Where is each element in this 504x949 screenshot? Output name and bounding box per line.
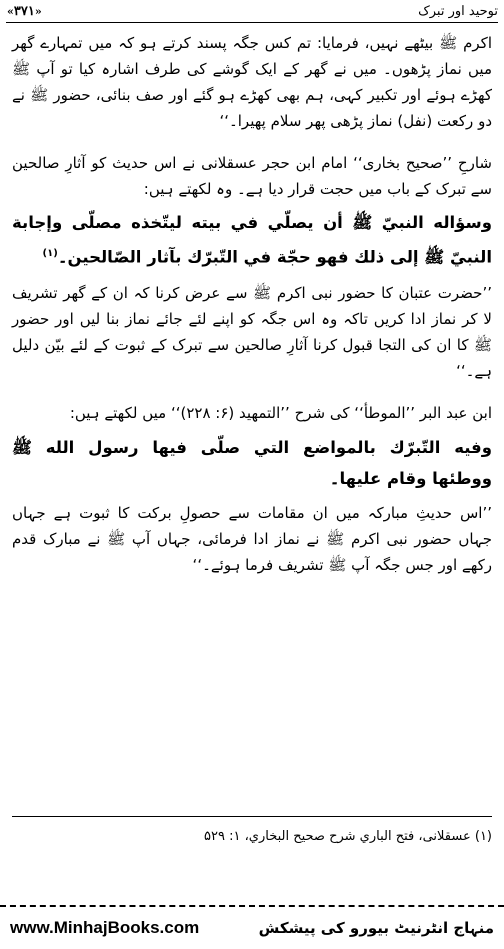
running-title: توحید اور تبرک — [418, 3, 498, 19]
paragraph-tamhid-translation: ’’اس حدیثِ مبارکہ میں ان مقامات سے حصولِ برکت کا ثبوت ہے جہاں جہاں حضور نبی اکرم ﷺ نے نماز ادا فرمائی، جہاں آپ ﷺ نے مبارک قدم رکھے اور جس جگہ آپ ﷺ تشریف فرما ہوئے۔‘‘ — [12, 504, 492, 574]
paragraph-ibn-hajar-intro: شارحِ ’’صحیح بخاری‘‘ امام ابن حجر عسقلانی نے اس حدیث کو آثارِ صالحین سے تبرک کے باب میں حجت قرار دیا ہے۔ وہ لکھتے ہیں: — [12, 154, 492, 198]
header-rule — [6, 22, 498, 23]
presenter-credit: منہاج انٹرنیٹ بیورو کی پیشکش — [258, 919, 494, 937]
footer-rule — [0, 905, 504, 907]
footnote-ref: (۱) — [42, 248, 58, 259]
paragraph-ibn-abdulbarr-intro: ابن عبد البر ’’الموطأ‘‘ کی شرح ’’التمهيد (۶: ۲۲۸)‘‘ میں لکھتے ہیں: — [69, 404, 492, 422]
page-footer — [0, 912, 504, 944]
footnote: (۱) عسقلانی، فتح الباري شرح صحيح البخاري، ۱: ۵۲۹ — [204, 829, 492, 844]
paragraph-hadith-translation-end: اکرم ﷺ بیٹھے نہیں، فرمایا: تم کس جگہ پسند کرتے ہو کہ میں تمہارے گھر میں نماز پڑھوں۔ میں نے گھر کے ایک گوشے کی طرف اشارہ کیا تو آپ ﷺ کھڑے ہوئے اور تکبیر کہی، ہم بھی کھڑے ہو گئے اور صف بنائی، حضور ﷺ نے دو رکعت (نفل) نماز پڑھی پھر سلام پھیرا۔‘‘ — [12, 34, 492, 130]
website-link[interactable]: www.MinhajBooks.com — [10, 918, 200, 937]
arabic-quote-tamhid: وفيه التّبرّك بالمواضع التي صلّى فيها رسول الله ﷺ ووطئها وقام عليها۔ — [12, 438, 492, 488]
arabic-quote-text: وسؤاله النبيّ ﷺ أن يصلّي في بيته ليتّخذه مصلّى وإجابة النبيّ ﷺ إلى ذلك فهو حجّة في التّبرّك بآثار الصّالحين۔ — [12, 213, 492, 267]
page-header — [0, 0, 504, 22]
arabic-quote-ibn-hajar — [12, 207, 492, 273]
page-number: « ۳۷۱ » — [6, 4, 43, 19]
footnote-rule — [12, 816, 492, 817]
paragraph-ibn-hajar-translation: ’’حضرت عتبان کا حضور نبی اکرم ﷺ سے عرض کرنا کہ ان کے گھر تشریف لا کر نماز ادا کریں تاکہ وہ اس جگہ کو اپنے لئے جائے نماز بنا لیں اور حضور ﷺ کا ان کی التجا قبول کرنا آثارِ صالحین سے تبرک کے ثبوت کے لئے بیّن دلیل ہے۔‘‘ — [12, 284, 492, 380]
